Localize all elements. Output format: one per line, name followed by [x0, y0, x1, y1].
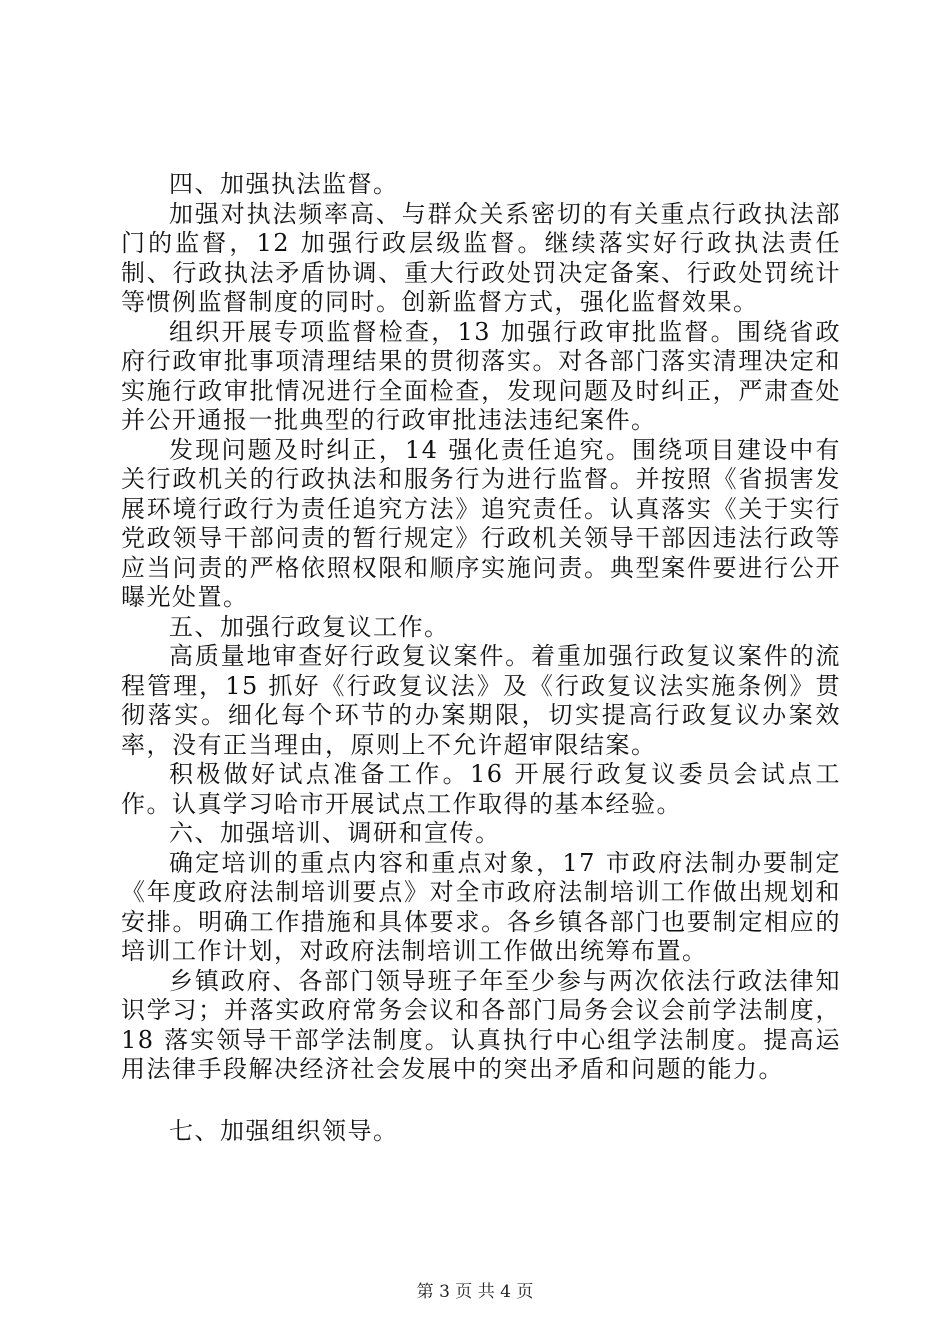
paragraph-spacer: [121, 1085, 841, 1117]
section-heading-4: 四、加强执法监督。: [169, 170, 399, 198]
paragraph: 加强对执法频率高、与群众关系密切的有关重点行政执法部门的监督，12 加强行政层级监督。继续落实好行政执法责任制、行政执法矛盾协调、重大行政处罚决定备案、行政处罚统计等惯例监督制度的同时。创新监督方式，强化监督效果。: [121, 199, 841, 316]
paragraph: 组织开展专项监督检查，13 加强行政审批监督。围绕省政府行政审批事项清理结果的贯彻落实。对各部门落实清理决定和实施行政审批情况进行全面检查，发现问题及时纠正，严肃查处并公开通报一批典型的行政审批违法违纪案件。: [121, 317, 841, 434]
paragraph: 发现问题及时纠正，14 强化责任追究。围绕项目建设中有关行政机关的行政执法和服务行为进行监督。并按照《省损害发展环境行政行为责任追究方法》追究责任。认真落实《关于实行党政领导干部问责的暂行规定》行政机关领导干部因违法行政等应当问责的严格依照权限和顺序实施问责。典型案件要进行公开曝光处置。: [121, 435, 841, 611]
paragraph: 积极做好试点准备工作。16 开展行政复议委员会试点工作。认真学习哈市开展试点工作取得的基本经验。: [121, 760, 841, 818]
paragraph: 高质量地审查好行政复议案件。着重加强行政复议案件的流程管理，15 抓好《行政复议法》及《行政复议法实施条例》贯彻落实。细化每个环节的办案期限，切实提高行政复议办案效率，没有正当理由，原则上不允许超审限结案。: [121, 642, 841, 759]
section-heading-5: 五、加强行政复议工作。: [169, 612, 450, 641]
paragraph: 乡镇政府、各部门领导班子年至少参与两次依法行政法律知识学习；并落实政府常务会议和各部门局务会议会前学法制度，18 落实领导干部学法制度。认真执行中心组学法制度。提高运用法律手段解决经济社会发展中的突出矛盾和问题的能力。: [121, 966, 841, 1083]
paragraph: 确定培训的重点内容和重点对象，17 市政府法制办要制定《年度政府法制培训要点》对全市政府法制培训工作做出规划和安排。明确工作措施和具体要求。各乡镇各部门也要制定相应的培训工作计划，对政府法制培训工作做出统筹布置。: [121, 848, 841, 965]
section-heading-7: 七、加强组织领导。: [169, 1116, 399, 1145]
document-body: [121, 170, 841, 1146]
section-heading-6: 六、加强培训、调研和宣传。: [169, 819, 501, 847]
page-number-footer: 第 3 页 共 4 页: [416, 1282, 534, 1302]
